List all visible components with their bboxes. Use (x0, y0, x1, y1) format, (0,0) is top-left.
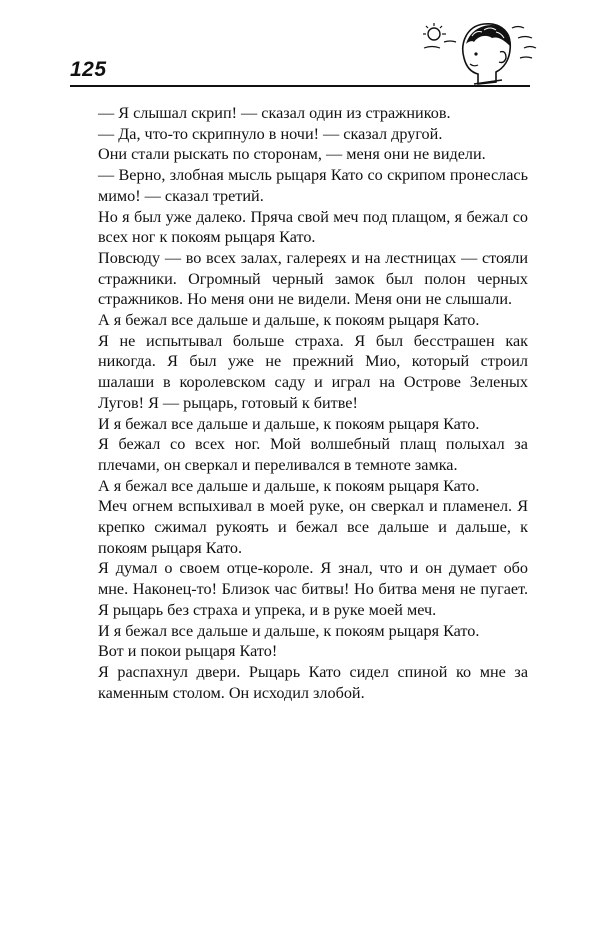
boy-head-illustration-icon (420, 14, 540, 88)
paragraph: И я бежал все дальше и дальше, к покоям рыцаря Като. (98, 414, 480, 433)
paragraph: Я думал о своем отце-короле. Я знал, что и он думает обо мне. Наконец-то! Близок час битвы! Но битва меня не пугает. Я рыцарь без страха и упрека, и в руке моей меч. (98, 559, 528, 619)
paragraph: Я распахнул двери. Рыцарь Като сидел спиной ко мне за каменным столом. Он исходил злобой. (98, 662, 528, 702)
paragraph: И я бежал все дальше и дальше, к покоям рыцаря Като. (98, 621, 480, 640)
page-number: 125 (70, 58, 107, 81)
paragraph: А я бежал все дальше и дальше, к покоям рыцаря Като. (98, 311, 480, 330)
paragraph: Я бежал со всех ног. Мой волшебный плащ полыхал за плечами, он сверкал и переливался в темноте замка. (98, 435, 528, 474)
page-header (0, 0, 600, 96)
paragraph: А я бежал все дальше и дальше, к покоям рыцаря Като. (98, 476, 480, 495)
paragraph: Но я был уже далеко. Пряча свой меч под плащом, я бежал со всех ног к покоям рыцаря Като. (98, 207, 528, 247)
paragraph: — Я слышал скрип! — сказал один из стражников. (98, 104, 451, 122)
paragraph: Повсюду — во всех залах, галереях и на лестницах — стояли стражники. Огромный черный замок был полон черных стражников. Но меня они не видели. Меня они не слышали. (98, 248, 528, 309)
text-body (98, 103, 528, 703)
paragraph: Они стали рыскать по сторонам, — меня они не видели. (98, 145, 486, 164)
paragraph: — Да, что-то скрипнуло в ночи! — сказал другой. (98, 124, 443, 143)
header-rule (70, 85, 530, 87)
paragraph: Меч огнем вспыхивал в моей руке, он сверкал и пламенел. Я крепко сжимал рукоять и бежал все дальше и дальше, к покоям рыцаря Като. (98, 497, 528, 557)
paragraph: Я не испытывал больше страха. Я был бесстрашен как никогда. Я был уже не прежний Мио, который строил шалаши в королевском саду и играл на Острове Зеленых Лугов! Я — рыцарь, готовый к битве! (98, 331, 528, 412)
paragraph: Вот и покои рыцаря Като! (98, 642, 278, 661)
paragraph: — Верно, злобная мысль рыцаря Като со скрипом пронеслась мимо! — сказал третий. (98, 166, 528, 205)
